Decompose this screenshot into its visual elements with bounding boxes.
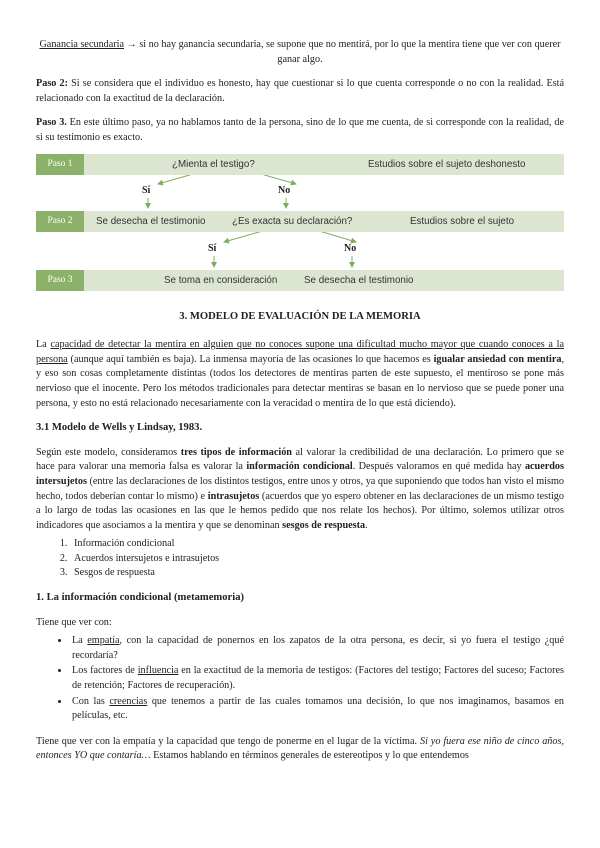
question-mienta: ¿Mienta el testigo?: [172, 158, 255, 170]
s3-bold: igualar ansiedad con mentira: [433, 353, 562, 365]
b2-u: influencia: [137, 665, 179, 677]
outcome-sujeto: Estudios sobre el sujeto: [410, 215, 515, 227]
s3-underlined: capacidad de detectar la mentira en alguien que no conoces supone una dificultad mucho mayor que cuando conoces a la persona: [36, 339, 564, 365]
b3-post: que tenemos a partir de las cuales tomamos una decisión, lo que nos imaginamos, basamos en películas, etc.: [72, 695, 564, 722]
diagram-row-paso3: [36, 270, 564, 291]
paso3-text: En este último paso, ya no hablamos tanto de la persona, sino de lo que me cuenta, de si corresponde con la realidad, de si su testimonio es exacto.: [36, 117, 564, 143]
branch1-yes: Sí: [142, 184, 151, 196]
paso2-label: Paso 2:: [36, 78, 68, 90]
s31-tres: tres tipos de información: [180, 446, 292, 458]
s31-info: información condicional: [246, 461, 353, 473]
s31-f: (acuerdos que yo espero obtener en las declaraciones de un mismo testigo a lo largo de todas las ocasiones en las que le hemos pedido que nos relate los hechos). Por último, solemos utilizar otros indicadores que asociamos a la mentira y que se denominan: [36, 490, 564, 531]
b1-pre: La: [72, 635, 88, 647]
outcome-deshonesto: Estudios sobre el sujeto deshonesto: [368, 158, 526, 170]
s31-inter: acuerdos intersujetos: [36, 461, 564, 487]
paso2-paragraph: [36, 77, 564, 106]
consider-testimonio: Se toma en consideración: [164, 274, 278, 286]
decision-flow-diagram: [36, 154, 564, 300]
discard-testimonio-2: Se desecha el testimonio: [304, 274, 414, 286]
branch2-yes: Sí: [208, 242, 217, 254]
info-types-list: [36, 537, 564, 581]
branch1-no: No: [278, 184, 291, 196]
discard-testimonio-1: Se desecha el testimonio: [96, 215, 206, 227]
step-label-1: Paso 1: [36, 154, 84, 175]
step-label-3: Paso 3: [36, 270, 84, 291]
bullet-creencias: [70, 695, 564, 724]
closing-paragraph: [36, 735, 564, 764]
ganancia-text: → si no hay ganancia secundaria, se supone que no mentirá, por lo que la mentira tiene que ver con querer ganar algo.: [126, 39, 561, 65]
ganancia-paragraph: [36, 38, 564, 67]
b1-u: empatía: [87, 635, 120, 647]
branch2-no: No: [344, 242, 357, 254]
list-item: 2. Acuerdos intersujetos e intrasujetos: [70, 552, 564, 567]
b2-post: en la exactitud de la memoria de testigos: (Factores del testigo; Factores del suceso; Factores de retención; Factores de recuperación).: [72, 665, 564, 692]
paso3-label: Paso 3.: [36, 117, 67, 129]
document-page: [36, 38, 564, 764]
b1-post: , con la capacidad de ponernos en los zapatos de la otra persona, es decir, si yo fuera el testigo ¿qué recordaría?: [72, 635, 565, 661]
list-item: 1. Información condicional: [70, 537, 564, 552]
section31-title: 3.1 Modelo de Wells y Lindsay, 1983.: [36, 422, 203, 434]
section3-paragraph: [36, 338, 564, 411]
step-label-2: Paso 2: [36, 211, 84, 232]
s3-text-b: (aunque aquí también es baja). La inmensa mayoría de las ocasiones lo que hacemos es: [67, 353, 434, 365]
s31-d: . Después valoramos en qué medida hay: [352, 461, 525, 473]
s31-g: .: [365, 519, 368, 531]
bullet-influencia: [70, 664, 564, 693]
s31-e: (entre las declaraciones de los distintos testigos, entre unos y otros, ya que suponiendo que todos han visto el mismo hecho, todos deberían contar lo mismo) e: [36, 475, 564, 502]
closing-a: Tiene que ver con la empatía y la capacidad que tengo de ponerme en el lugar de la víctima.: [36, 735, 420, 747]
bullet-empatia: [70, 634, 564, 663]
diagram-row-paso2: [36, 211, 564, 232]
b3-pre: Con las: [72, 695, 110, 707]
s3-text-a: La: [36, 339, 51, 351]
section31-paragraph: [36, 446, 564, 534]
paso2-text: Si se considera que el individuo es honesto, hay que cuestionar si lo que cuenta corresponde o no con la realidad. Está relacionado con la exactitud de la declaración.: [36, 78, 565, 104]
closing-italic: Si yo fuera ese niño de cinco años, entonces YO que contaría…: [36, 735, 565, 762]
s31-intra: intrasujetos: [207, 490, 260, 502]
s3-text-c: , y eso son cosas completamente distintas (todos los detectores de mentiras parten de este supuesto, el mentiroso se pone más nervioso que el inocente. Pero los métodos tradicionales para detectar mentiras se basan en lo nervioso que se puede poner una persona, y esto no está relacionado necesariamente con la veracidad o mentira de lo que está diciendo).: [36, 353, 564, 409]
b2-pre: Los factores de: [72, 665, 138, 677]
paso3-paragraph: [36, 116, 564, 145]
section1-title: 1. La información condicional (metamemoria): [36, 592, 245, 604]
diagram-row-paso1: [36, 154, 564, 175]
b3-u: creencias: [109, 695, 148, 707]
closing-b: Estamos hablando en términos generales de estereotipos y lo que entendemos: [150, 750, 469, 762]
list-item: 3. Sesgos de respuesta: [70, 566, 564, 581]
section1-lead: Tiene que ver con:: [36, 616, 112, 628]
s31-a: Según este modelo, consideramos: [36, 446, 181, 458]
ganancia-term: Ganancia secundaria: [39, 39, 125, 50]
question-exacta: ¿Es exacta su declaración?: [232, 215, 353, 227]
s31-sesgos: sesgos de respuesta: [282, 519, 366, 531]
section1-bullets: [36, 634, 564, 724]
section3-title: 3. MODELO DE EVALUACIÓN DE LA MEMORIA: [179, 310, 421, 322]
s31-c: al valorar la credibilidad de una declaración. Lo primero que se hace para valorar una memoria falsa es valorar la: [36, 446, 565, 473]
